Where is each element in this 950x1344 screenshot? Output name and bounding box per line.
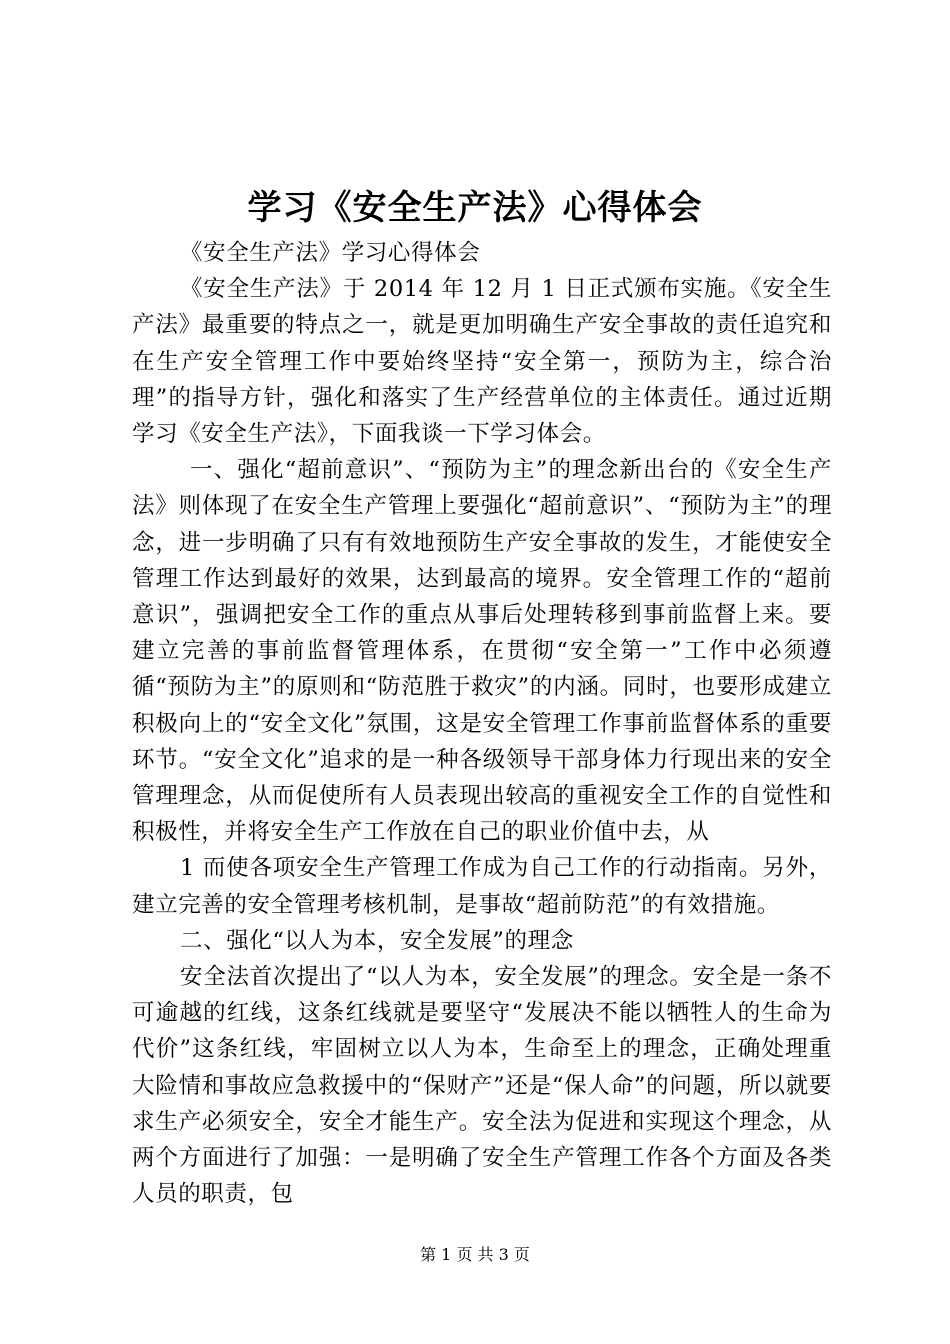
paragraph-subtitle: 《安全生产法》学习心得体会: [180, 240, 481, 266]
paragraph-section-one: 一、强化“超前意识”、“预防为主”的理念新出台的《安全生产法》则体现了在安全生产管理上要强化“超前意识”、“预防为主”的理念，进一步明确了只有有效地预防生产安全事故的发生，才能使安全管理工作达到最好的效果，达到最高的境界。安全管理工作的“超前意识”，强调把安全工作的重点从事后处理转移到事前监督上来。要建立完善的事前监督管理体系，在贯彻“安全第一”工作中必须遵循“预防为主”的原则和“防范胜于救灾”的内涵。同时，也要形成建立积极向上的“安全文化”氛围，这是安全管理工作事前监督体系的重要环节。“安全文化”追求的是一种各级领导干部身体力行现出来的安全管理理念，从而促使所有人员表现出较高的重视安全工作的自觉性和积极性，并将安全生产工作放在自己的职业价值中去，从: [132, 457, 832, 846]
paragraph-section-one-continued: 1 而使各项安全生产管理工作成为自己工作的行动指南。另外，建立完善的安全管理考核机制，是事故“超前防范”的有效措施。: [132, 855, 832, 918]
paragraph-section-two: 安全法首次提出了“以人为本，安全发展”的理念。安全是一条不可逾越的红线，这条红线就是要坚守“发展决不能以牺牲人的生命为代价”这条红线，牢固树立以人为本，生命至上的理念，正确处理重大险情和事故应急救援中的“保财产”还是“保人命”的问题，所以就要求生产必须安全，安全才能生产。安全法为促进和实现这个理念，从两个方面进行了加强：一是明确了安全生产管理工作各个方面及各类人员的职责，包: [132, 964, 832, 1208]
paragraph-intro: 《安全生产法》于 2014 年 12 月 1 日正式颁布实施。《安全生产法》最重要的特点之一，就是更加明确生产安全事故的责任追究和在生产安全管理工作中要始终坚持“安全第一，预防为主，综合治理”的指导方针，强化和落实了生产经营单位的主体责任。通过近期学习《安全生产法》，下面我谈一下学习体会。: [132, 276, 832, 448]
page-footer: 第 1 页 共 3 页: [420, 1245, 530, 1264]
document-body: [132, 235, 832, 1212]
heading-section-two: 二、强化“以人为本，安全发展”的理念: [180, 927, 574, 954]
document-title: 学习《安全生产法》心得体会: [247, 188, 703, 228]
